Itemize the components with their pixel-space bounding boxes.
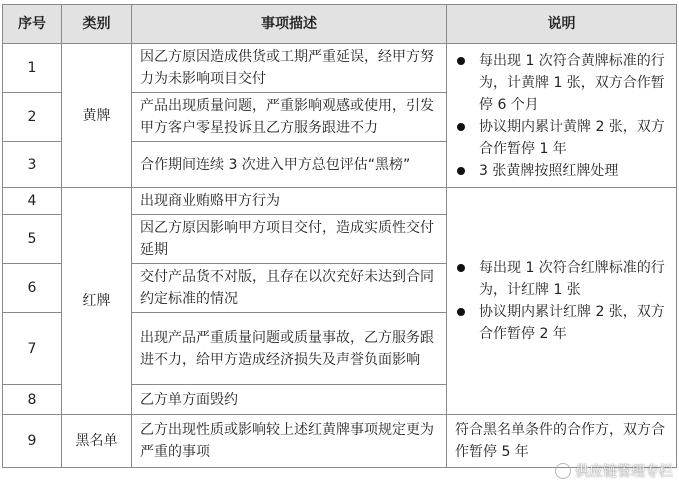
- row-desc: 乙方出现性质或影响较上述红黄牌事项规定更为严重的事项: [132, 415, 447, 468]
- bullet-icon: [457, 308, 465, 316]
- note-bullet: 每出现 1 次符合红牌标准的行为，计红牌 1 张: [455, 257, 670, 301]
- row-desc: 出现商业贿赂甲方行为: [132, 188, 447, 215]
- category-yellow: 黄牌: [62, 44, 132, 188]
- header-category: 类别: [62, 5, 132, 44]
- row-desc: 因乙方原因造成供货或工期严重延误，经甲方努力为未影响项目交付: [132, 44, 447, 93]
- header-num: 序号: [3, 5, 62, 44]
- bullet-icon: [457, 57, 465, 65]
- bullet-icon: [457, 123, 465, 131]
- row-num: 9: [3, 415, 62, 468]
- row-num: 2: [3, 93, 62, 142]
- note-yellow: [447, 44, 677, 188]
- row-num: 3: [3, 142, 62, 188]
- note-bullet: 协议期内累计红牌 2 张，双方合作暂停 2 年: [455, 301, 670, 345]
- category-black: 黑名单: [62, 415, 132, 468]
- row-num: 4: [3, 188, 62, 215]
- note-bullet: 每出现 1 次符合黄牌标准的行为，计黄牌 1 张，双方合作暂停 6 个月: [455, 50, 670, 116]
- note-black: 符合黑名单条件的合作方，双方合作暂停 5 年: [447, 415, 677, 468]
- row-desc: 合作期间连续 3 次进入甲方总包评估“黑榜”: [132, 142, 447, 188]
- note-bullet: 3 张黄牌按照红牌处理: [455, 160, 670, 182]
- watermark: 供应链管理专栏: [555, 461, 673, 481]
- row-num: 1: [3, 44, 62, 93]
- penalty-table: [2, 4, 677, 468]
- wechat-icon: [555, 463, 571, 479]
- row-num: 7: [3, 313, 62, 385]
- row-desc: 因乙方原因影响甲方项目交付，造成实质性交付延期: [132, 215, 447, 264]
- category-red: 红牌: [62, 188, 132, 415]
- row-num: 8: [3, 385, 62, 415]
- row-desc: 交付产品货不对版，且存在以次充好未达到合同约定标准的情况: [132, 264, 447, 313]
- row-desc: 乙方单方面毁约: [132, 385, 447, 415]
- table-row: [3, 415, 677, 468]
- bullet-icon: [457, 264, 465, 272]
- table-row: [3, 44, 677, 93]
- row-num: 5: [3, 215, 62, 264]
- header-note: 说明: [447, 5, 677, 44]
- row-desc: 出现产品严重质量问题或质量事故，乙方服务跟进不力，给甲方造成经济损失及声誉负面影响: [132, 313, 447, 385]
- note-red: [447, 188, 677, 415]
- row-desc: 产品出现质量问题，严重影响观感或使用，引发甲方客户零星投诉且乙方服务跟进不力: [132, 93, 447, 142]
- table-row: [3, 188, 677, 215]
- note-bullet: 协议期内累计黄牌 2 张，双方合作暂停 1 年: [455, 116, 670, 160]
- header-row: [3, 5, 677, 44]
- row-num: 6: [3, 264, 62, 313]
- header-description: 事项描述: [132, 5, 447, 44]
- bullet-icon: [457, 167, 465, 175]
